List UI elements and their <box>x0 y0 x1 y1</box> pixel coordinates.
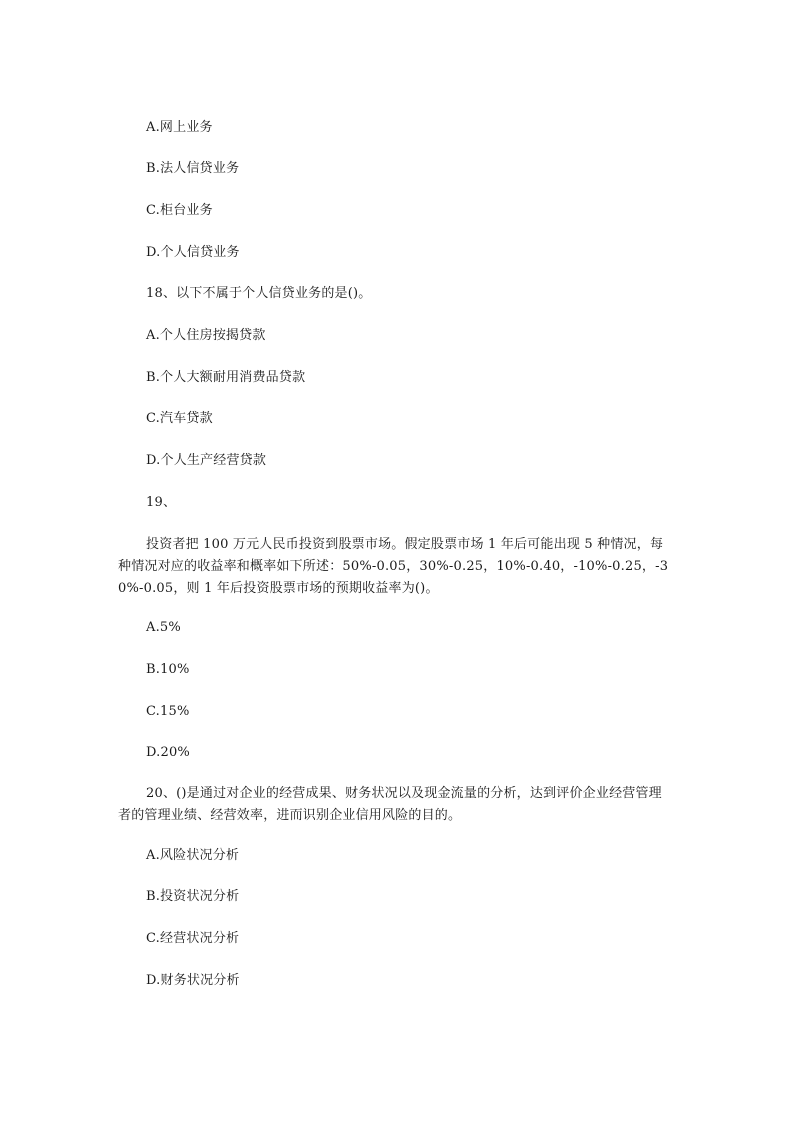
q19-option-c: C.15% <box>146 704 190 719</box>
q19-stem-text: 投资者把 100 万元人民币投资到股票市场。假定股票市场 1 年后可能出现 5 种情况，每种情况对应的收益率和概率如下所述：50%-0.05，30%-0.25，10%-0.40，-10%-0.25，-30%-0.05，则 1 年后投资股票市场的预期收益率为()。 <box>118 537 669 596</box>
q19-stem <box>118 534 670 600</box>
q18-option-c: C.汽车贷款 <box>146 411 213 426</box>
q18-stem: 18、以下不属于个人信贷业务的是()。 <box>146 286 372 301</box>
q20-option-d: D.财务状况分析 <box>146 973 240 988</box>
q19-option-b: B.10% <box>146 662 190 677</box>
q20-option-a: A.风险状况分析 <box>146 848 240 863</box>
q17-option-d: D.个人信贷业务 <box>146 245 240 260</box>
q20-option-b: B.投资状况分析 <box>146 889 240 904</box>
q18-option-d: D.个人生产经营贷款 <box>146 453 267 468</box>
q18-option-a: A.个人住房按揭贷款 <box>146 328 266 343</box>
q19-number: 19、 <box>146 495 177 510</box>
q20-option-c: C.经营状况分析 <box>146 931 240 946</box>
q19-option-d: D.20% <box>146 745 190 760</box>
q17-option-c: C.柜台业务 <box>146 203 213 218</box>
q17-option-a: A.网上业务 <box>146 120 213 135</box>
q18-option-b: B.个人大额耐用消费品贷款 <box>146 370 306 385</box>
q20-stem-text: 20、()是通过对企业的经营成果、财务状况以及现金流量的分析，达到评价企业经营管理者的管理业绩、经营效率，进而识别企业信用风险的目的。 <box>118 786 662 823</box>
q17-option-b: B.法人信贷业务 <box>146 161 240 176</box>
q19-option-a: A.5% <box>146 620 181 635</box>
q20-stem <box>118 783 670 827</box>
